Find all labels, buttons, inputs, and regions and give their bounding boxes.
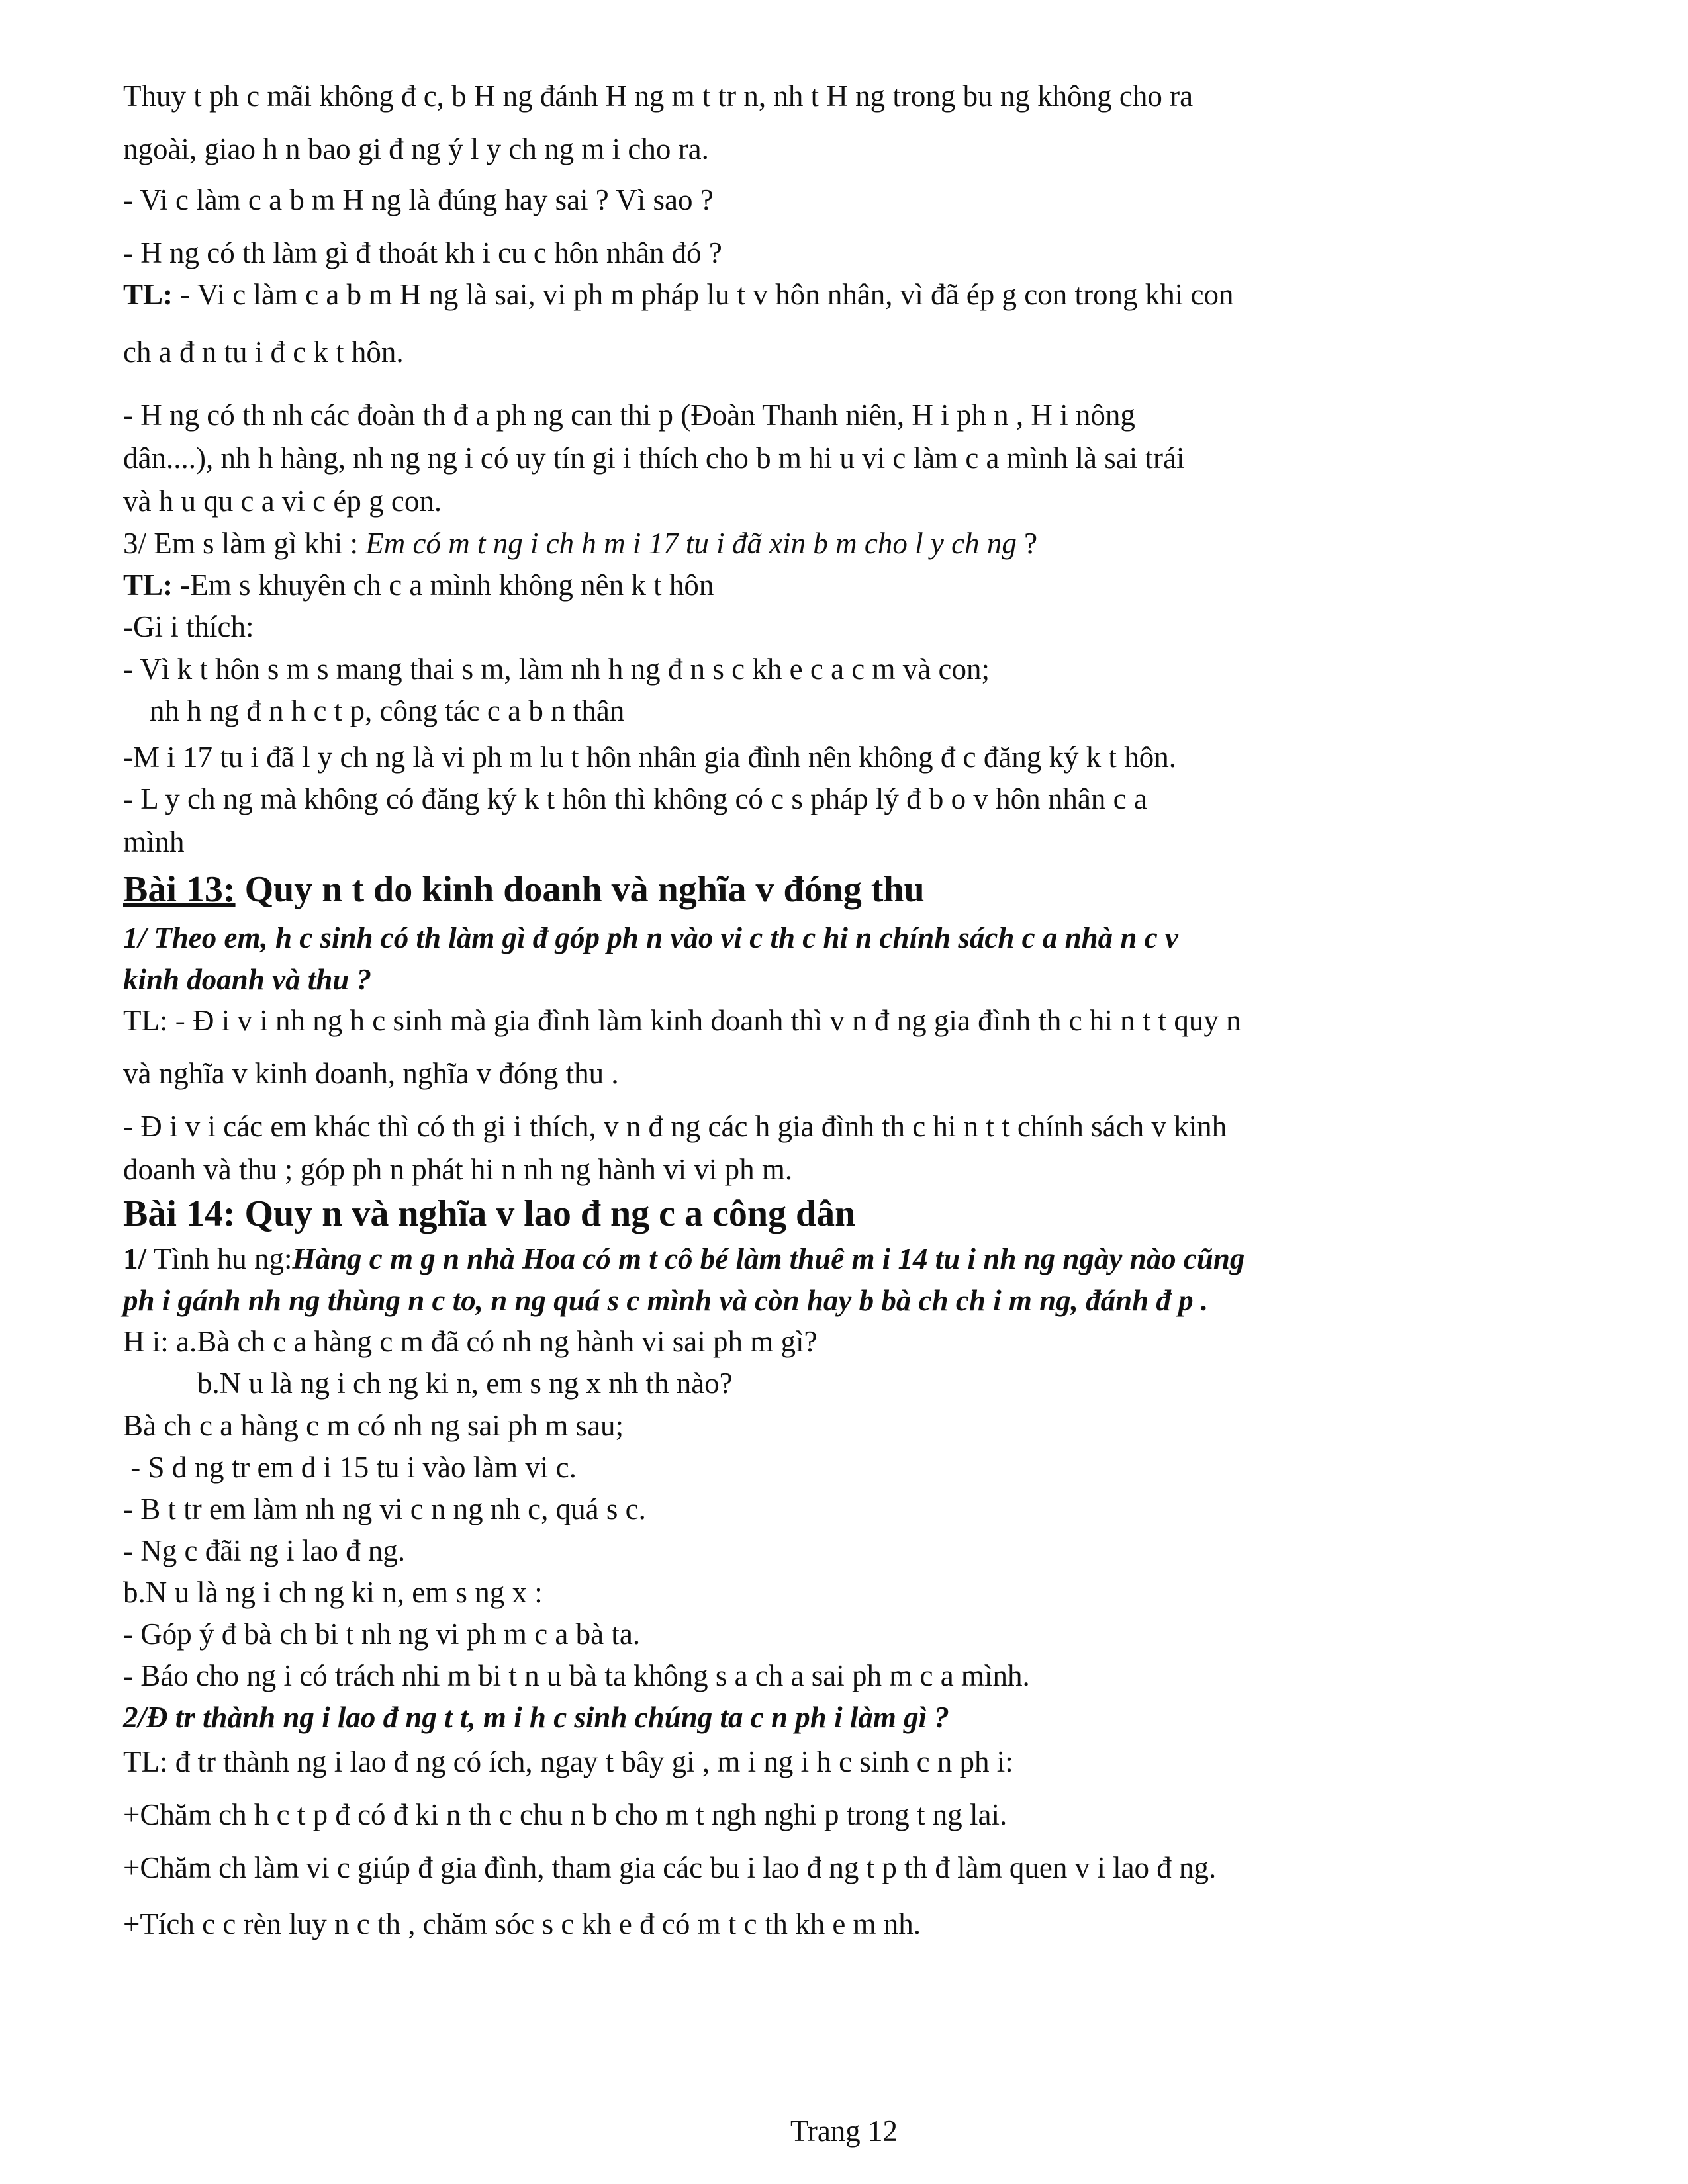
text-line: H i: a.Bà ch c a hàng c m đã có nh ng hành vi sai ph m gì?	[123, 1325, 818, 1358]
situation-number: 1/	[123, 1242, 147, 1275]
text-line: Thuy t ph c mãi không đ c, b H ng đánh H ng m t tr n, nh t H ng trong bu ng không cho ra	[123, 79, 1194, 113]
text-line: +Chăm ch làm vi c giúp đ gia đình, tham gia các bu i lao đ ng t p th đ làm quen v i lao đ ng.	[123, 1851, 1217, 1884]
text-line: +Chăm ch h c t p đ có đ ki n th c chu n b cho m t ngh nghi p trong t ng lai.	[123, 1798, 1008, 1831]
text-line: doanh và thu ; góp ph n phát hi n nh ng hành vi vi ph m.	[123, 1153, 793, 1186]
text-line: - Báo cho ng i có trách nhi m bi t n u bà ta không s a ch a sai ph m c a mình.	[123, 1659, 1030, 1692]
section-title: Quy n t do kinh doanh và nghĩa v đóng thu	[235, 869, 925, 910]
text-line: mình	[123, 825, 185, 858]
text-line: - H ng có th làm gì đ thoát kh i cu c hôn nhân đó ?	[123, 236, 722, 269]
answer-text: Em s khuyên ch c a mình không nên k t hôn	[190, 569, 714, 602]
section-number: Bài 13:	[123, 869, 236, 910]
text-line: - Vì k t hôn s m s mang thai s m, làm nh h ng đ n s c kh e c a c m và con;	[123, 653, 990, 686]
text-line: b.N u là ng i ch ng ki n, em s ng x nh th nào?	[197, 1367, 733, 1400]
answer-label: TL: -	[123, 569, 191, 602]
text-line: ngoài, giao h n bao gi đ ng ý l y ch ng m i cho ra.	[123, 132, 709, 165]
text-line: b.N u là ng i ch ng ki n, em s ng x :	[123, 1576, 543, 1609]
question-italic: Em có m t ng i ch h m i 17 tu i đã xin b m cho l y ch ng	[358, 527, 1017, 560]
text-line: TL: - Đ i v i nh ng h c sinh mà gia đình làm kinh doanh thì v n đ ng gia đình th c hi n t t quy n	[123, 1004, 1241, 1037]
text-line: - H ng có th nh các đoàn th đ a ph ng can thi p (Đoàn Thanh niên, H i ph n , H i nông	[123, 398, 1135, 432]
text-line: - Đ i v i các em khác thì có th gi i thích, v n đ ng các h gia đình th c hi n t t chính sách v kinh	[123, 1110, 1227, 1143]
situation-label: Tình hu ng:	[146, 1242, 293, 1275]
text-line: - Ng c đãi ng i lao đ ng.	[123, 1534, 406, 1567]
answer-line	[123, 567, 1565, 604]
text-line: +Tích c c rèn luy n c th , chăm sóc s c kh e đ có m t c th kh e m nh.	[123, 1907, 921, 1940]
text-line: -M i 17 tu i đã l y ch ng là vi ph m lu t hôn nhân gia đình nên không đ c đăng ký k t hôn.	[123, 741, 1177, 774]
answer-label: TL:	[123, 278, 173, 311]
text-line: nh h ng đ n h c t p, công tác c a b n thân	[150, 694, 625, 727]
text-line: ch a đ n tu i đ c k t hôn.	[123, 336, 404, 369]
text-line: -Gi i thích:	[123, 610, 254, 643]
section-heading: Bài 14: Quy n và nghĩa v lao đ ng c a công dân	[123, 1193, 856, 1234]
question-line	[123, 525, 1565, 562]
situation-text: Hàng c m g n nhà Hoa có m t cô bé làm thuê m i 14 tu i nh ng ngày nào cũng	[292, 1242, 1245, 1275]
text-line: - L y ch ng mà không có đăng ký k t hôn thì không có c s pháp lý đ b o v hôn nhân c a	[123, 782, 1147, 815]
text-line: - B t tr em làm nh ng vi c n ng nh c, quá s c.	[123, 1492, 646, 1525]
situation-line	[123, 1241, 1565, 1277]
question-prefix: 3/ Em s làm gì khi :	[123, 527, 358, 560]
answer-line	[123, 277, 1565, 313]
page-number: Trang 12	[790, 2115, 898, 2148]
text-line: - S d ng tr em d i 15 tu i vào làm vi c.	[123, 1451, 577, 1484]
question-line: kinh doanh và thu ?	[123, 963, 372, 996]
section-heading	[123, 867, 1565, 912]
text-line: và h u qu c a vi c ép g con.	[123, 484, 442, 518]
situation-line: ph i gánh nh ng thùng n c to, n ng quá s c mình và còn hay b bà ch ch i m ng, đánh đ p .	[123, 1284, 1209, 1317]
text-line: - Vi c làm c a b m H ng là đúng hay sai ? Vì sao ?	[123, 183, 714, 216]
text-line: dân....), nh h hàng, nh ng ng i có uy tín gi i thích cho b m hi u vi c làm c a mình là sai trái	[123, 441, 1185, 475]
question-suffix: ?	[1016, 527, 1038, 560]
question-line: 1/ Theo em, h c sinh có th làm gì đ góp ph n vào vi c th c hi n chính sách c a nhà n c v	[123, 921, 1178, 954]
text-line: và nghĩa v kinh doanh, nghĩa v đóng thu .	[123, 1057, 619, 1090]
text-line: TL: đ tr thành ng i lao đ ng có ích, ngay t bây gi , m i ng i h c sinh c n ph i:	[123, 1745, 1013, 1778]
text-line: - Góp ý đ bà ch bi t nh ng vi ph m c a bà ta.	[123, 1617, 641, 1651]
answer-text: - Vi c làm c a b m H ng là sai, vi ph m pháp lu t v hôn nhân, vì đã ép g con trong khi con	[173, 278, 1234, 311]
text-line: Bà ch c a hàng c m có nh ng sai ph m sau;	[123, 1409, 624, 1442]
question-line: 2/Đ tr thành ng i lao đ ng t t, m i h c sinh chúng ta c n ph i làm gì ?	[123, 1701, 949, 1734]
